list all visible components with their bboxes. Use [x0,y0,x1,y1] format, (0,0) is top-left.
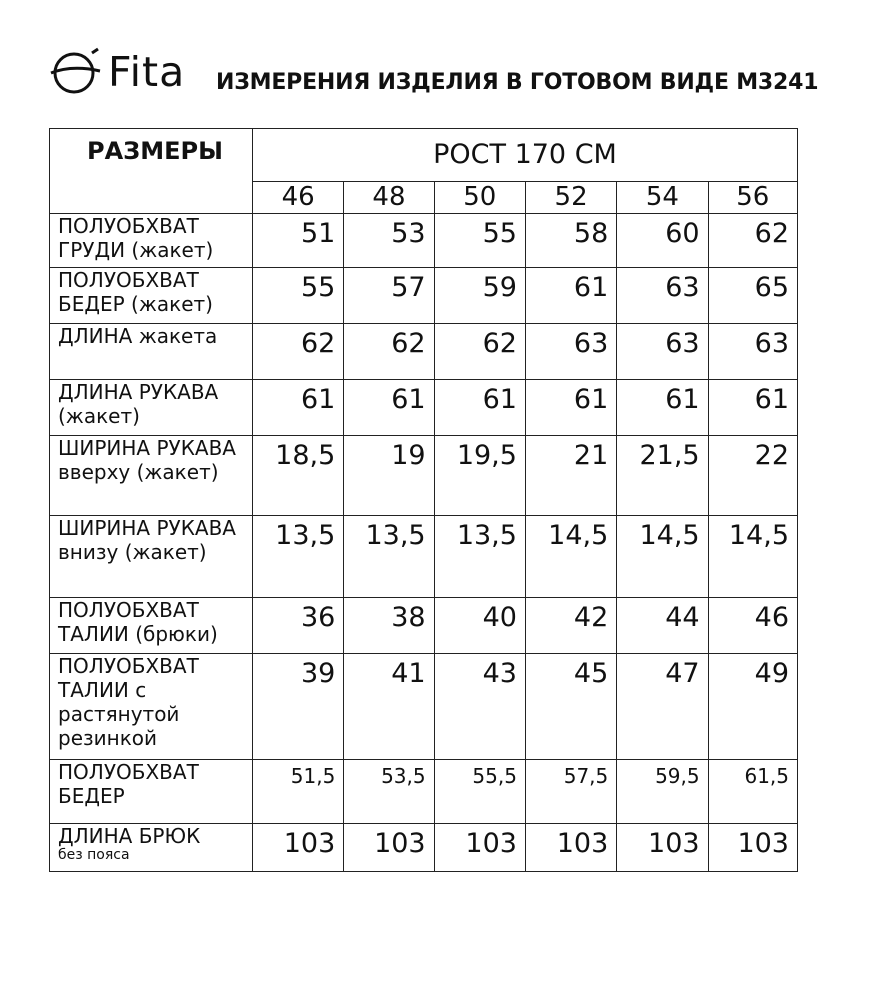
measurement-value: 55 [434,214,525,268]
table-row [50,380,798,436]
measurement-label-text: ПОЛУОБХВАТ БЕДЕР (жакет) [58,268,213,316]
measurement-value: 61,5 [708,760,797,824]
measurement-value: 21,5 [617,436,708,516]
measurement-value: 57 [344,268,434,324]
measurement-label-text: ПОЛУОБХВАТ БЕДЕР [58,760,199,808]
measurement-label [50,436,253,516]
document-title: ИЗМЕРЕНИЯ ИЗДЕЛИЯ В ГОТОВОМ ВИДЕ М3241 [216,70,819,95]
measurement-value: 36 [252,598,343,654]
table-row [50,268,798,324]
measurement-value: 59,5 [617,760,708,824]
measurement-label-text: ШИРИНА РУКАВА вверху (жакет) [58,436,236,484]
measurement-value: 46 [708,598,797,654]
measurement-value: 58 [525,214,616,268]
measurement-label-text: ДЛИНА жакета [58,324,218,348]
measurement-value: 49 [708,654,797,760]
measurement-value: 13,5 [344,516,434,598]
measurement-label [50,598,253,654]
measurement-value: 62 [708,214,797,268]
brand-logo [48,44,185,100]
measurement-value: 55,5 [434,760,525,824]
measurement-value: 14,5 [525,516,616,598]
measurement-label-text: ПОЛУОБХВАТ ГРУДИ (жакет) [58,214,214,262]
measurement-value: 103 [434,824,525,872]
measurement-value: 47 [617,654,708,760]
measurement-value: 62 [344,324,434,380]
measurement-value: 45 [525,654,616,760]
measurement-value: 61 [708,380,797,436]
measurement-label [50,516,253,598]
measurement-value: 61 [525,380,616,436]
measurement-value: 53 [344,214,434,268]
measurement-value: 51,5 [252,760,343,824]
measurement-label [50,380,253,436]
measurement-label [50,824,253,872]
measurement-value: 19,5 [434,436,525,516]
measurement-label-text: ШИРИНА РУКАВА внизу (жакет) [58,516,236,564]
measurement-value: 19 [344,436,434,516]
measurement-value: 18,5 [252,436,343,516]
measurement-value: 59 [434,268,525,324]
table-row [50,654,798,760]
table-row [50,598,798,654]
header-row-height [50,129,798,182]
measurement-value: 14,5 [708,516,797,598]
measurement-value: 62 [434,324,525,380]
measurement-value: 14,5 [617,516,708,598]
size-header-50: 50 [434,181,525,213]
table-row [50,760,798,824]
measurement-value: 63 [708,324,797,380]
size-header-48: 48 [344,181,434,213]
measurement-value: 60 [617,214,708,268]
brand-name: Fita [108,47,186,96]
table-row [50,516,798,598]
measurement-label-text: ДЛИНА РУКАВА (жакет) [58,380,219,428]
measurement-rows [50,214,798,872]
measurement-value: 61 [252,380,343,436]
measurement-label [50,324,253,380]
measurement-label [50,654,253,760]
measurement-value: 61 [434,380,525,436]
measurement-value: 55 [252,268,343,324]
measurement-label-text: ДЛИНА БРЮК [58,824,201,848]
measurement-value: 43 [434,654,525,760]
measurement-value: 22 [708,436,797,516]
measurement-value: 21 [525,436,616,516]
measurement-value: 61 [525,268,616,324]
size-header-56: 56 [708,181,797,213]
measurement-value: 103 [617,824,708,872]
measurement-label [50,214,253,268]
measurement-sublabel: без пояса [58,847,130,863]
size-header-46: 46 [252,181,343,213]
table-row [50,824,798,872]
measurement-value: 40 [434,598,525,654]
size-header-52: 52 [525,181,616,213]
sizes-corner-header: РАЗМЕРЫ [50,129,253,214]
size-header-54: 54 [617,181,708,213]
measurement-label [50,760,253,824]
measurement-label [50,268,253,324]
size-chart-table [49,128,798,872]
page-header [48,44,848,104]
table-row [50,436,798,516]
measurement-value: 41 [344,654,434,760]
height-header: РОСТ 170 СМ [252,129,797,182]
measurement-value: 63 [617,324,708,380]
measurement-value: 13,5 [252,516,343,598]
measurement-value: 51 [252,214,343,268]
measurement-value: 61 [617,380,708,436]
measurement-label-text: ПОЛУОБХВАТ ТАЛИИ (брюки) [58,598,218,646]
measurement-value: 103 [708,824,797,872]
measurement-value: 63 [525,324,616,380]
measurement-value: 13,5 [434,516,525,598]
measurement-value: 57,5 [525,760,616,824]
measurement-value: 61 [344,380,434,436]
measurement-value: 42 [525,598,616,654]
measurement-value: 53,5 [344,760,434,824]
measurement-label-text: ПОЛУОБХВАТ ТАЛИИ с растянутой резинкой [58,654,199,750]
measurement-value: 65 [708,268,797,324]
measurement-value: 39 [252,654,343,760]
table-row [50,214,798,268]
measurement-value: 103 [525,824,616,872]
table-row [50,324,798,380]
fita-logo-icon [48,47,104,97]
measurement-value: 103 [344,824,434,872]
measurement-value: 103 [252,824,343,872]
measurement-value: 44 [617,598,708,654]
measurement-value: 63 [617,268,708,324]
measurement-value: 38 [344,598,434,654]
measurement-value: 62 [252,324,343,380]
